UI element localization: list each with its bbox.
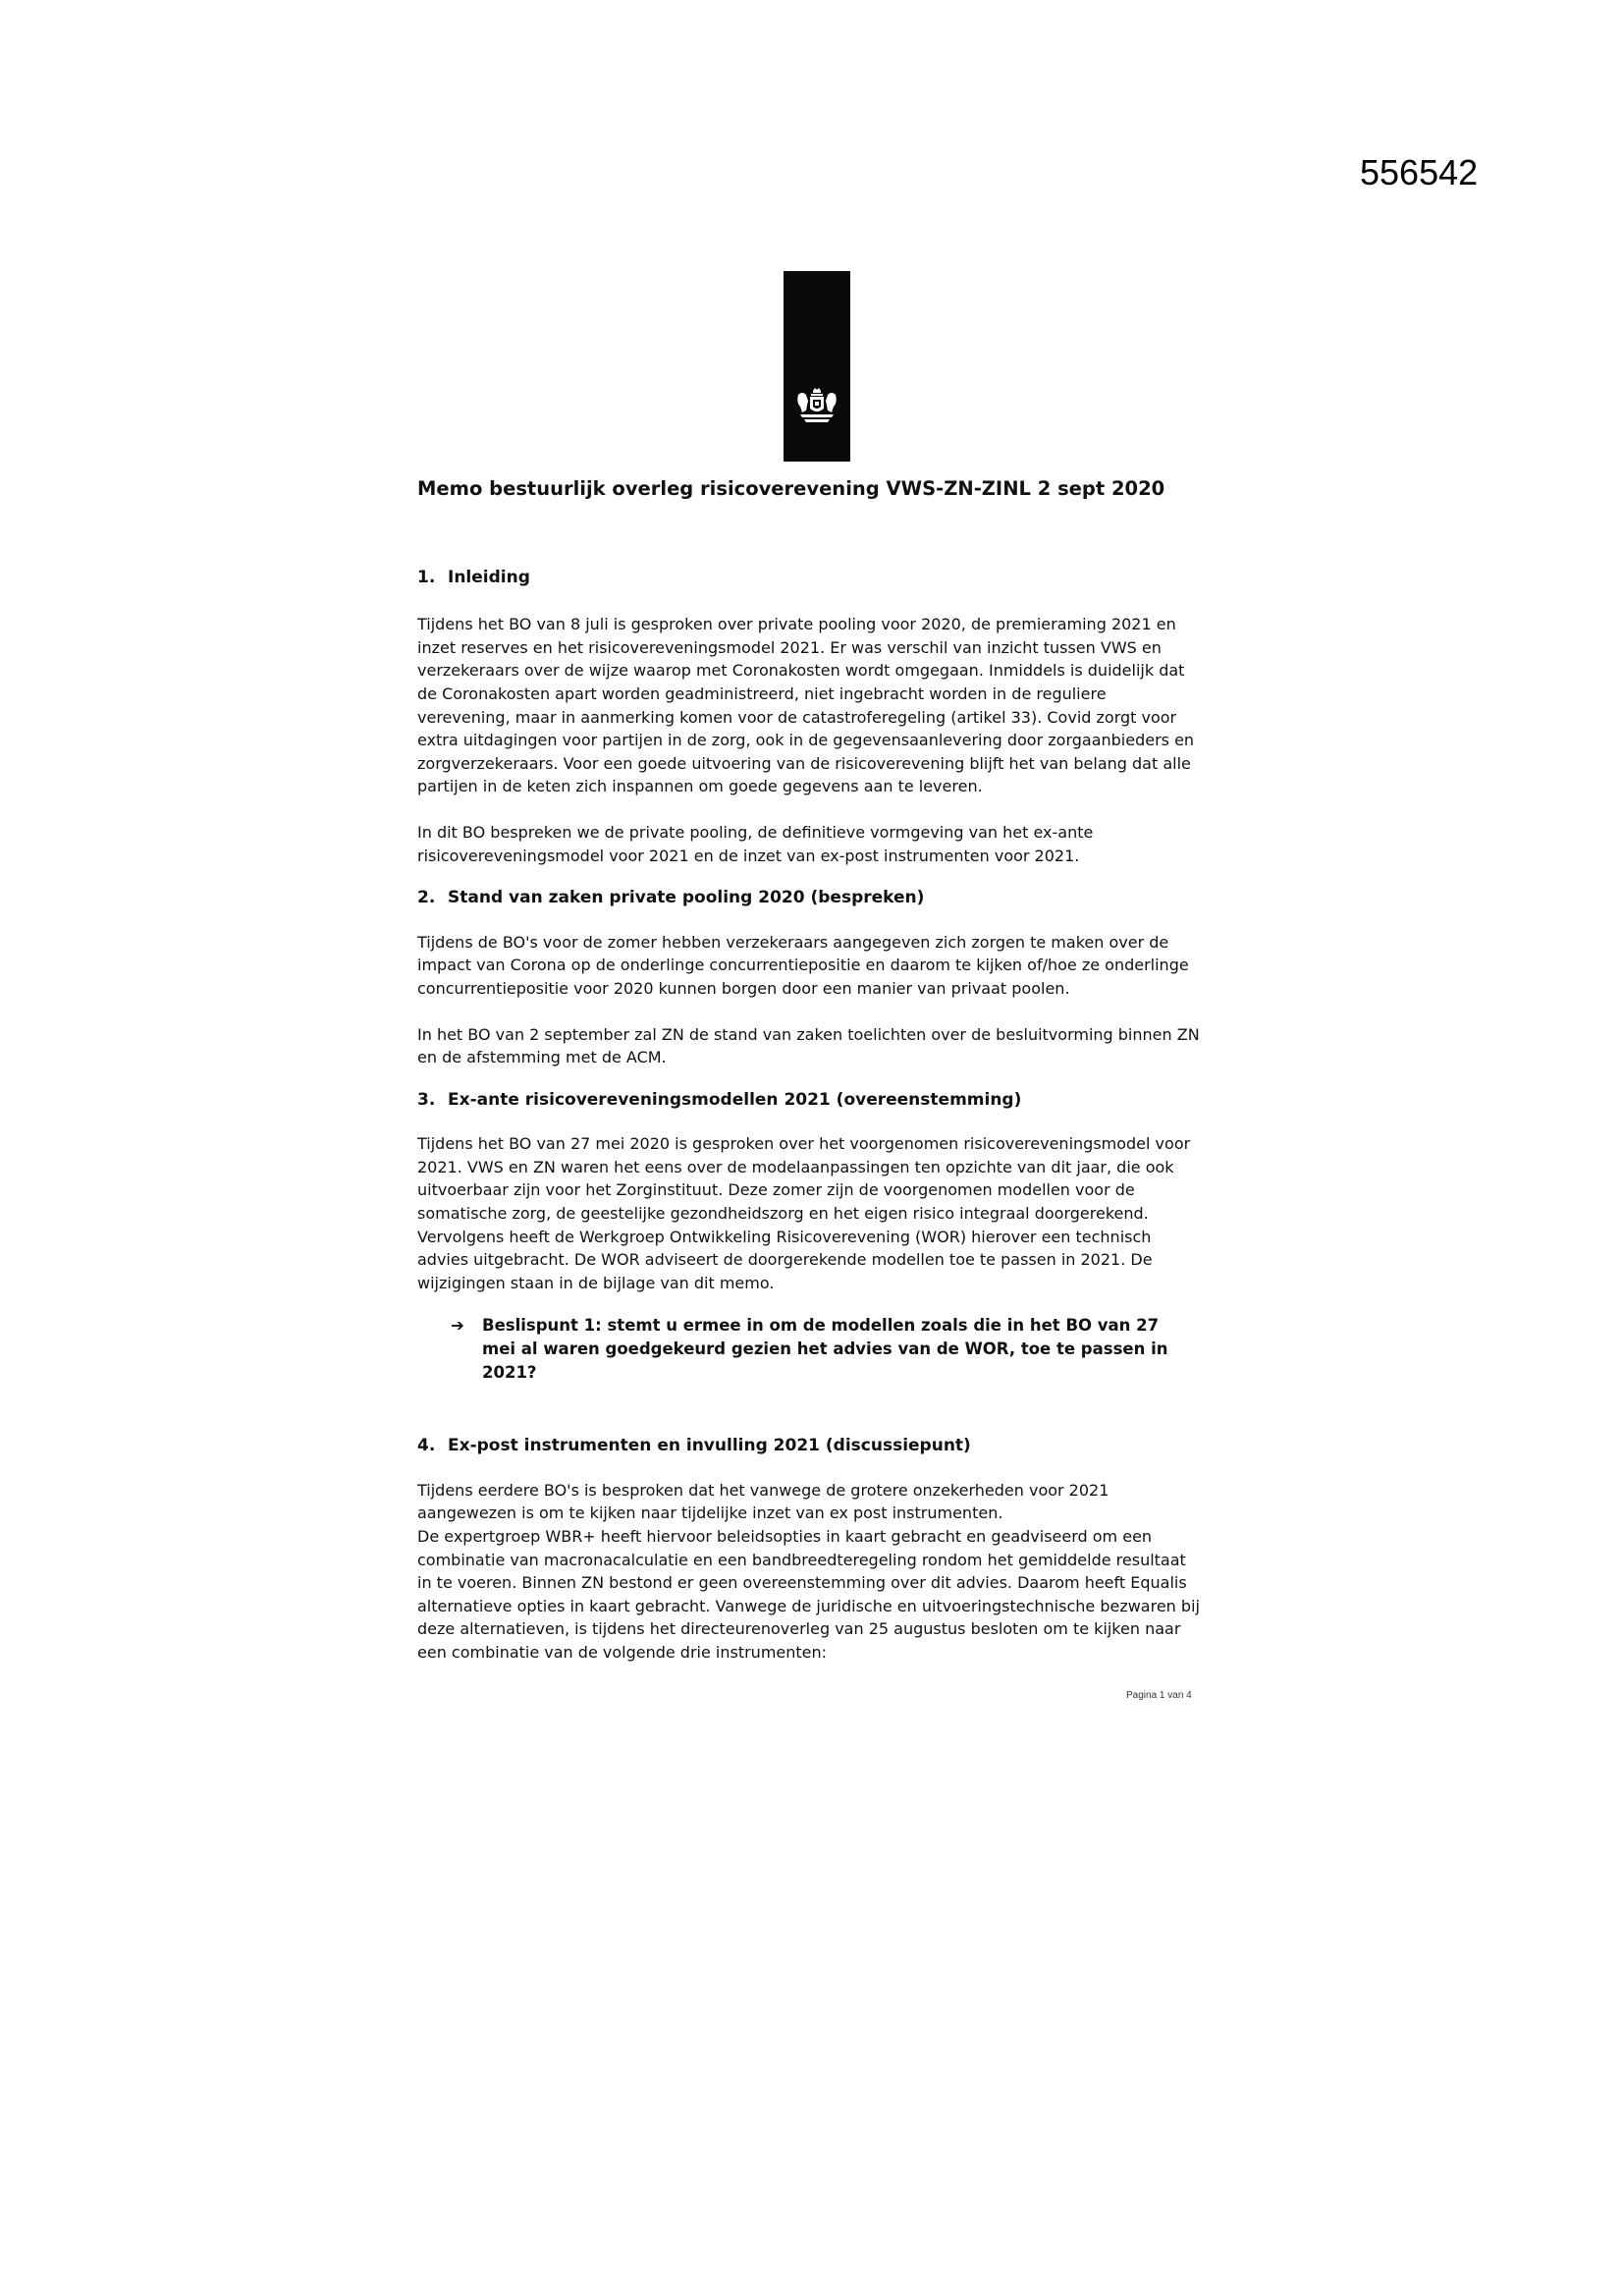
section-title: Inleiding [448,567,530,587]
section-number: 1. [417,567,436,587]
section-2-paragraph-2: In het BO van 2 september zal ZN de stand van zaken toelichten over de besluitvorming binnen ZN en de afstemming met de ACM. [417,1024,1200,1067]
decision-point-1 [417,1314,1203,1384]
memo-content [417,471,1203,1665]
section-1-paragraph-2: In dit BO bespreken we de private pooling, de definitieve vormgeving van het ex-ante risicovereveningsmodel voor 2021 en de inzet van ex-post instrumenten voor 2021. [417,822,1094,865]
section-3-heading [417,1089,1203,1113]
section-title: Stand van zaken private pooling 2020 (bespreken) [448,888,925,908]
section-4-paragraph-2: De expertgroep WBR+ heeft hiervoor beleidsopties in kaart gebracht en geadviseerd om een combinatie van macronacalculatie en een bandbreedteregeling rondom het gemiddelde resultaat in te voeren. Binnen ZN bestond er geen overeenstemming over dit advies. Daarom heeft Equalis alternatieve opties in kaart gebracht. Vanwege de juridische en uitvoeringstechnische bezwaren bij deze alternatieven, is tijdens het directeurenoverleg van 25 augustus besloten om te kijken naar een combinatie van de volgende drie instrumenten: [417,1527,1200,1662]
section-2-heading [417,887,1203,910]
decision-point-text: Beslispunt 1: stemt u ermee in om de modellen zoals die in het BO van 27 mei al waren goedgekeurd gezien het advies van de WOR, toe te passen in 2021? [482,1316,1168,1382]
section-4-heading [417,1435,1203,1458]
section-number: 4. [417,1436,436,1456]
memo-title: Memo bestuurlijk overleg risicoverevening VWS-ZN-ZINL 2 sept 2020 [417,477,1165,500]
section-number: 3. [417,1089,436,1110]
section-4-paragraph-1: Tijdens eerdere BO's is besproken dat het vanwege de grotere onzekerheden voor 2021 aangewezen is om te kijken naar tijdelijke inzet van ex post instrumenten. [417,1480,1109,1523]
section-title: Ex-ante risicovereveningsmodellen 2021 (overeenstemming) [448,1089,1022,1110]
section-1-paragraph-1: Tijdens het BO van 8 juli is gesproken over private pooling voor 2020, de premieraming 2021 en inzet reserves en het risicovereveningsmodel 2021. Er was verschil van inzicht tussen VWS en verzekeraars over de wijze waarop met Coronakosten wordt omgegaan. Inmiddels is duidelijk dat de Coronakosten apart worden geadministreerd, niet ingebracht worden in de reguliere verevening, maar in aanmerking komen voor de catastroferegeling (artikel 33). Covid zorgt voor extra uitdagingen voor partijen in de zorg, ook in de gegevensaanlevering door zorgaanbieders en zorgverzekeraars. Voor een goede uitvoering van de risicoverevening blijft het van belang dat alle partijen in de keten zich inspannen om goede gegevens aan te leveren. [417,615,1195,796]
rijksoverheid-logo [784,271,850,462]
section-3-paragraph-1: Tijdens het BO van 27 mei 2020 is gesproken over het voorgenomen risicovereveningsmodel voor 2021. VWS en ZN waren het eens over de modelaanpassingen ten opzichte van dit jaar, die ook uitvoerbaar zijn voor het Zorginstituut. Deze zomer zijn de voorgenomen modellen voor de somatische zorg, de geestelijke gezondheidszorg en het eigen risico integraal doorgerekend. Vervolgens heeft de Werkgroep Ontwikkeling Risicoverevening (WOR) hierover een technisch advies uitgebracht. De WOR adviseert de doorgerekende modellen toe te passen in 2021. De wijzigingen staan in de bijlage van dit memo. [417,1134,1191,1292]
coat-of-arms-icon [794,387,839,428]
page-footer: Pagina 1 van 4 [1126,1690,1192,1701]
document-id-number: 556542 [1360,152,1479,192]
section-title: Ex-post instrumenten en invulling 2021 (discussiepunt) [448,1436,971,1456]
section-1-heading [417,567,1203,590]
section-2-paragraph-1: Tijdens de BO's voor de zomer hebben verzekeraars aangegeven zich zorgen te maken over de impact van Corona op de onderlinge concurrentiepositie en daarom te kijken of/hoe ze onderlinge concurrentiepositie voor 2020 kunnen borgen door een manier van privaat poolen. [417,932,1189,998]
section-number: 2. [417,888,436,908]
arrow-right-icon: ➔ [451,1316,464,1336]
